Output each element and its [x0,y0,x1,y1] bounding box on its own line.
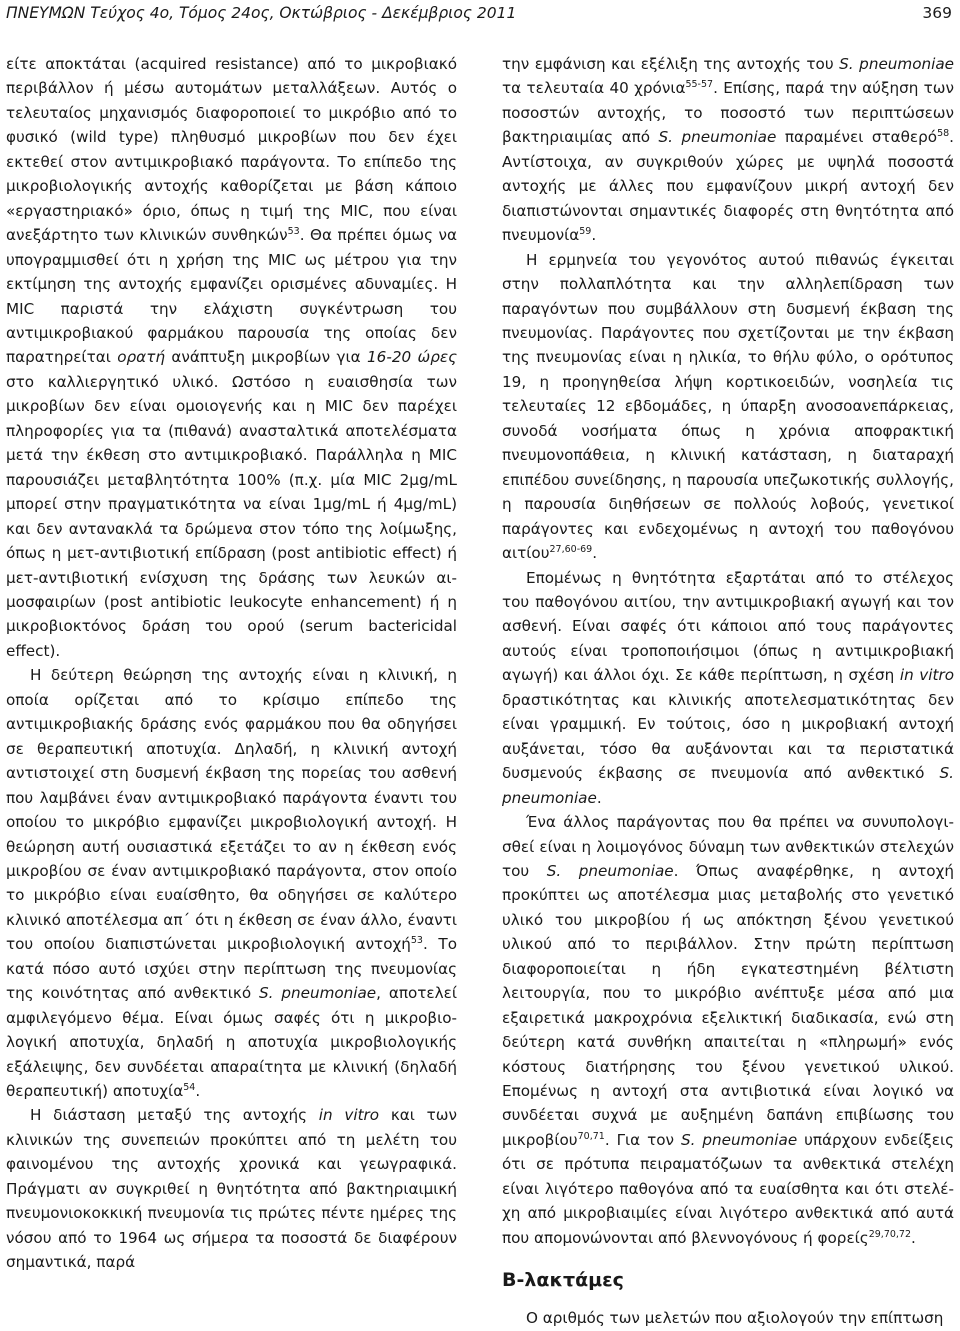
section-heading: Β-λακτάμες [502,1269,624,1292]
right-paragraph-2: Η ερμηνεία του γεγονότος αυτού πιθανώς έγκειται στην πολλαπλότητα και την αλληλεπίδραση των παραγόντων που συμβάλλουν στη δυσμενή έκβαση της πνευμονίας. Παράγοντες που σχετίζονται με την έκβαση της πνευμονίας είναι η ηλικία, το θήλυ φύλο, ο ορότυπος 19, η προηγηθείσα λήψη κορτικοειδών, νοσηλεία τις τελευταίες 12 εβδομάδες, η ύπαρξη ανοσοανεπάρκειας, συνοδά νοσήματα όπως η χρόνια αποφρακτική πνευμονοπάθεια, η κλινική κατάσταση, η διαταραχή επιπέδου συνείδησης, η παρουσία υπεζωκοτικής συλλογής, η παρουσία διηθήσεων σε πολλούς λοβούς, γενετικοί παράγοντες και ενδεχομένως η αντοχή του παθογόνου αιτίου$^{27,60-69}$. [502,250,954,563]
citation: 55-57 [685,79,714,91]
citation: 29,70,72 [868,1228,912,1240]
citation: 53 [287,226,300,238]
right-paragraph-1: την εμφάνιση και εξέλιξη της αντοχής του S. pneumoniae τα τελευταία 40 χρόνια$^{55-57}$. Επίσης, παρά την αύξηση των ποσοστών αντοχής, το ποσοστό των περιπτώσεων βακτηριαιμίας από S. pneumoniae παραμένει σταθερό$^{58}$. Αντίστοιχα, αν συγκριθούν χώρες με υψηλά ποσοστά αντοχής με άλλες που εμφανίζουν μικρή αντοχή δεν διαπιστώνονται σημαντικές διαφορές στη θνητότητα από πνευμονία$^{59}$. [502,55,954,245]
right-paragraph-5: Ο αριθμός των μελετών που αξιολογούν την επίπτωση [526,1309,944,1328]
journal-title: ΠΝΕΥΜΩΝ Τεύχος 4ο, Τόμος 24ος, Οκτώβριος - Δεκέμβριος 2011 [6,4,517,22]
left-paragraph-1: είτε αποκτάται (acquired resistance) από το μικροβιακό περιβάλλον ή μέσω αυτομάτων μεταλλάξεων. Αυτός ο τελευταίος μηχανισμός διαφοροποιεί το μικρόβιο από το φυσικό (wild type) πληθυσμό μικροβίων που δεν έχει εκτεθεί στον αντιμικροβιακό παράγοντα. Το επίπεδο της μικροβιολογικής αντοχής καθορίζεται με βάση κάποιο «εργαστηριακό» όριο, όπως η τιμή της MIC, που είναι ανεξάρτητο των κλινικών συνθηκών$^{53}$. Θα πρέπει όμως να υπογραμμισθεί ότι η χρήση της MIC ως μέτρου για την εκτίμηση της αντοχής εμφανίζει ορισμένες αδυναμίες. Η MIC παριστά την ελάχιστη συγκέντρωση του αντιμικροβιακού φαρμάκου παρουσία της οποίας δεν παρατηρείται ορατή ανάπτυξη μικροβίων για 16-20 ώρες στο καλλιεργητικό υλικό. Ωστόσο η ευαισθησία των μικροβίων δεν είναι ομοιογενής και η MIC δεν παρέχει πληροφορίες για τα (πιθανά) ανασταλτικά αποτελέσματα μετά την έκθεση στο αντιμικροβιακό. Παράλληλα η MIC παρουσιάζει μεταβλητότητα 100% (π.χ. μία MIC 2μg/mL μπορεί στην πραγματικότητα να είναι 1μg/mL ή 4μg/mL) και δεν αντανακλά τα δρώμενα στον τόπο της λοίμωξης, όπως η μετ-αντιβιοτική επίδραση (post antibiotic effect) ή μετ-αντιβιοτική ενίσχυση της δράσης των λευκών αιμοσφαιρίων (post antibiotic leukocyte enhancement) ή η μικροβιοκτόνος δράση του ορού (serum bactericidal effect). [6,55,458,660]
left-paragraph-2: Η δεύτερη θεώρηση της αντοχής είναι η κλινική, η οποία ορίζεται από το κρίσιμο επίπεδο της αντιμικροβιακής δράσης ενός φαρμάκου που θα οδηγήσει σε θεραπευτική αποτυχία. Δηλαδή, η κλινική αντοχή αντιστοιχεί στη δυσμενή έκβαση της πορείας του ασθενή που λαμβάνει έναν αντιμικροβιακό παράγοντα έναντι του οποίου το μικρόβιο εμφανίζει μικροβιολογική αντοχή. Η θεώρηση αυτή ουσιαστικά εξετάζει το αν η έκθεση ενός μικροβίου σε έναν αντιμικροβιακό παράγοντα, στον οποίο το μικρόβιο είναι ευαίσθητο, θα οδηγήσει σε καλύτερο κλινικό αποτέλεσμα απ΄ ότι η έκθεση σε έναν άλλο, έναντι του οποίου διαπιστώνεται μικροβιολογική αντοχή$^{53}$. Το κατά πόσο αυτό ισχύει στην περίπτωση της πνευμονίας της κοινότητας από ανθεκτικό S. pneumoniae, αποτελεί αμφιλεγόμενο θέμα. Είναι όμως σαφές ότι η μικροβιολογική αποτυχία, δηλαδή η αποτυχία μικροβιολογικής εξάλειψης, δεν συνδέεται απαραίτητα με κλινική (δηλαδή θεραπευτική) αποτυχία$^{54}$. [6,666,457,1101]
right-paragraph-4: Ένα άλλος παράγοντας που θα πρέπει να συνυπολογισθεί είναι η λοιμογόνος δύναμη των ανθεκτικών στελεχών του S. pneumoniae. Όπως αναφέρθηκε, η αντοχή προκύπτει ως αποτέλεσμα μιας μεταβολής στο γενετικό υλικό του μικροβίου ή ως απόκτηση ξένου γενετικού υλικού από το περιβάλλον. Στην πρώτη περίπτωση διαφοροποιείται η ήδη εγκατεστημένη βέλτιστη λειτουργία, που το μικρόβιο ανέπτυξε μέσα από μια εξαιρετικά μακροχρόνια εξελικτική διαδικασία, ενώ στη δεύτερη κατά συνθήκη απαιτείται η «πληρωμή» ενός κόστους διατήρησης του ξένου γενετικού υλικού. Επομένως η αντοχή στα αντιβιοτικά είναι λογικό να συνδέεται συχνά με αυξημένη δαπάνη επιβίωσης του μικροβίου$^{70,71}$. Για τον S. pneumoniae υπάρχουν ενδείξεις ότι σε πρότυπα πειραματόζωων τα ανθεκτικά στελέχη είναι λιγότερο παθογόνα από τα ευαίσθητα και ότι στελέχη από μικροβιαιμίες είναι λιγότερο ανθεκτικά από αυτά που απομονώνονται από βλεννογόνους ή φορείς$^{29,70,72}$. [502,813,955,1247]
page-number: 369 [922,4,952,22]
citation: 27,60-69 [549,544,593,555]
running-header [0,0,960,34]
citation: 53 [410,935,423,947]
left-column [6,52,457,1275]
right-column [502,52,954,1331]
citation: 54 [183,1081,196,1093]
citation: 59 [579,226,592,238]
left-paragraph-3: Η διάσταση μεταξύ της αντοχής in vitro και των κλινικών της συνεπειών προκύπτει από τη μελέτη του φαινομένου της αντοχής χρονικά και γεωγραφικά. Πράγματι αν συγκριθεί η θνητότητα από βακτηριαιμική πνευμονιοκοκκική πνευμονία τις πρώτες πέντε ημέρες της νόσου από το 1964 ως σήμερα τα ποσοστά δε διαφέρουν σημαντικά, παρά [6,1106,457,1272]
right-paragraph-3: Επομένως η θνητότητα εξαρτάται από το στέλεχος του παθογόνου αιτίου, την αντιμικροβιακή αγωγή και τον ασθενή. Είναι σαφές ότι κάποιοι από τους παράγοντες αυτούς είναι τροποποιήσιμοι (όπως η αντιμικροβιακή αγωγή) και άλλοι όχι. Σε κάθε περίπτωση, η σχέση in vitro δραστικότητας και κλινικής αποτελεσματικότητας δεν είναι γραμμική. Εν τούτοις, όσο η μικροβιακή αντοχή αυξάνεται, τόσο θα αυξάνονται και τα περιστατικά δυσμενούς έκβασης σε πνευμονία από ανθεκτικό S. pneumoniae. [502,568,955,807]
citation: 70,71 [577,1130,605,1142]
citation: 58 [937,128,950,140]
